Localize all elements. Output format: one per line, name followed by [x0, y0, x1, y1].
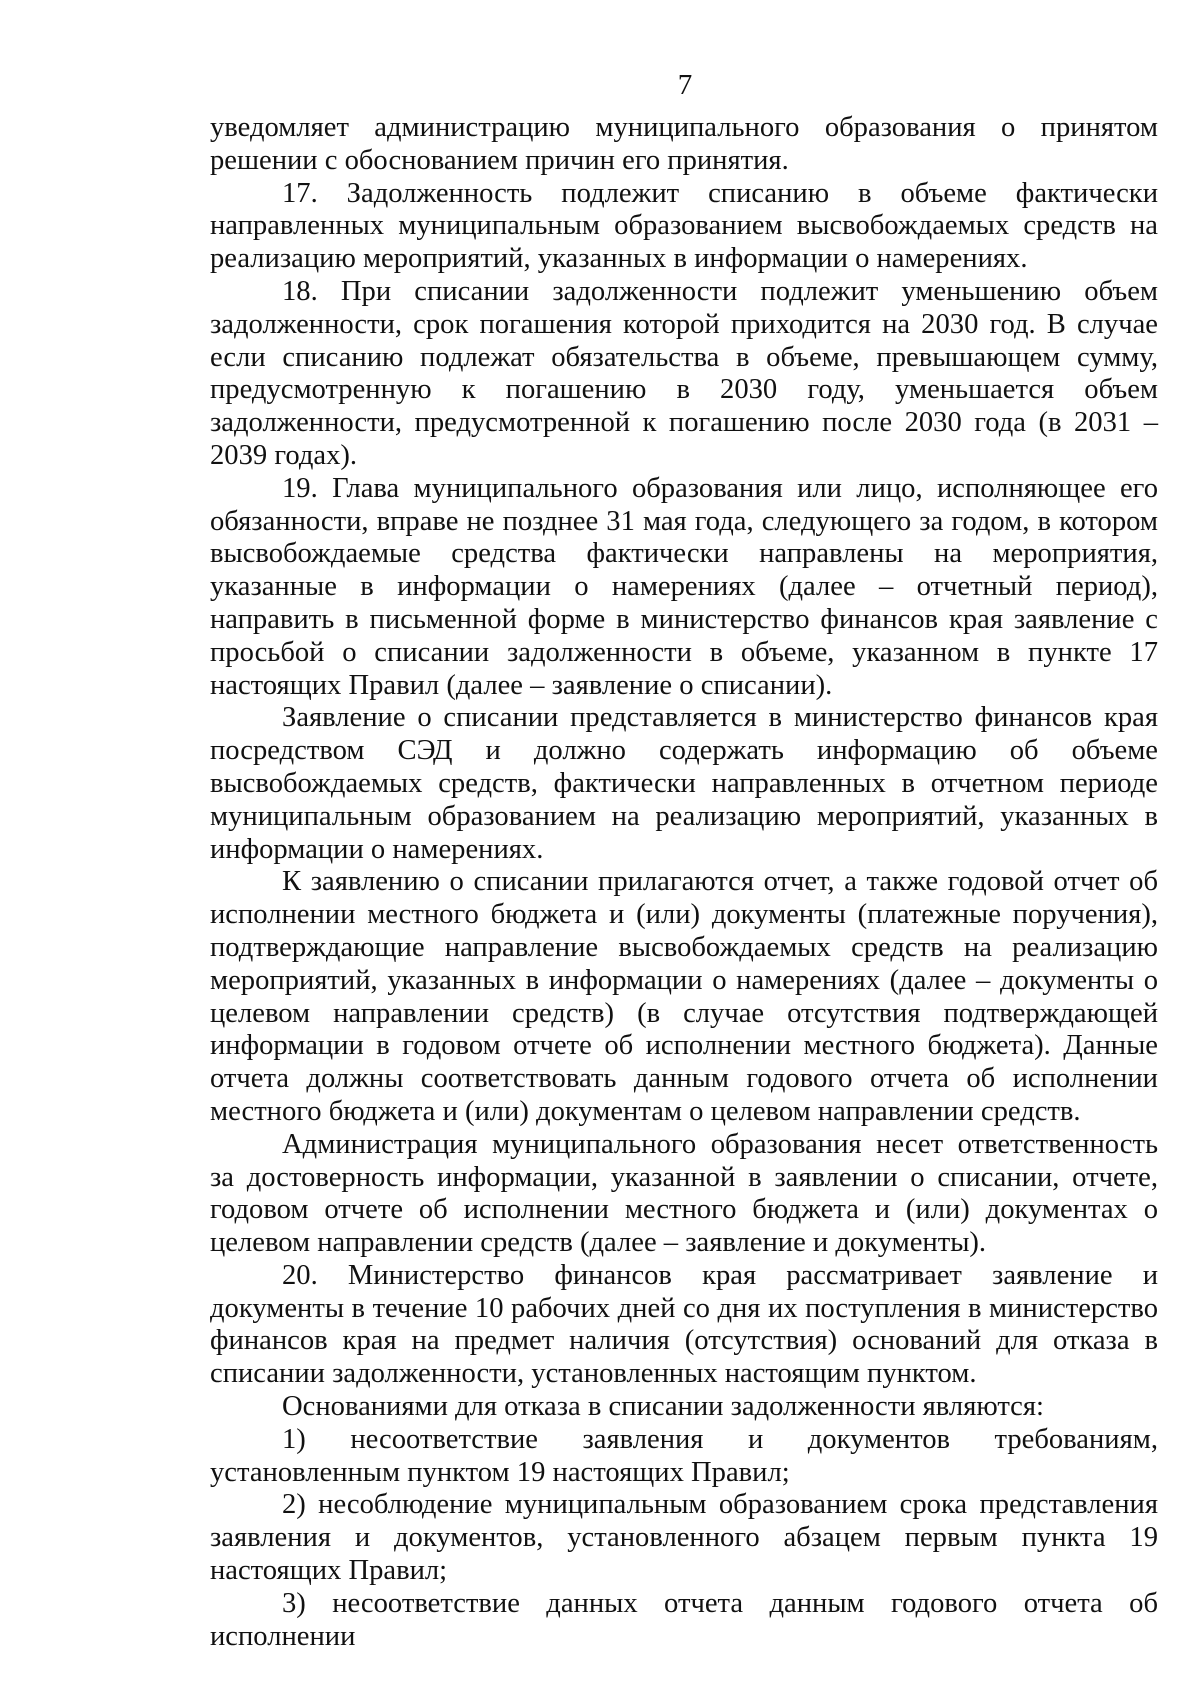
paragraph-attachments: К заявлению о списании прилагаются отчет, а также годовой отчет об исполнении местного бюджета и (или) документы (платежные поручения), подтверждающие направление высвобождаемых средств на реализацию мероприятий, указанных в информации о намерениях (далее – документы о целевом направлении средств) (в случае отсутствия подтверждающей информации в годовом отчете об исполнении местного бюджета). Данные отчета должны соответствовать данным годового отчета об исполнении местного бюджета и (или) документам о целевом направлении средств.	[210, 866, 1158, 1127]
paragraph-application-submission: Заявление о списании представляется в министерство финансов края посредством СЭД и должно содержать информацию об объеме высвобождаемых средств, фактически направленных в отчетном периоде муниципальным образованием на реализацию мероприятий, указанных в информации о намерениях.	[210, 702, 1158, 865]
list-item-ground-1: 1) несоответствие заявления и документов требованиям, установленным пунктом 19 настоящих Правил;	[210, 1423, 1158, 1488]
page-number: 7	[677, 69, 693, 101]
list-item-ground-2: 2) несоблюдение муниципальным образованием срока представления заявления и документов, установленного абзацем первым пункта 19 настоящих Правил;	[210, 1489, 1158, 1587]
paragraph-refusal-grounds: Основаниями для отказа в списании задолженности являются:	[282, 1391, 1044, 1423]
paragraph-item-20: 20. Министерство финансов края рассматривает заявление и документы в течение 10 рабочих дней со дня их поступления в министерство финансов края на предмет наличия (отсутствия) оснований для отказа в списании задолженности, установленных настоящим пунктом.	[210, 1259, 1158, 1390]
paragraph-continuation: уведомляет администрацию муниципального образования о принятом решении с обоснованием причин его принятия.	[210, 112, 1158, 176]
paragraph-item-18: 18. При списании задолженности подлежит уменьшению объем задолженности, срок погашения которой приходится на 2030 год. В случае если списанию подлежат обязательства в объеме, превышающем сумму, предусмотренную к погашению в 2030 году, уменьшается объем задолженности, предусмотренной к погашению после 2030 года (в 2031 – 2039 годах).	[210, 275, 1158, 471]
paragraph-item-19: 19. Глава муниципального образования или лицо, исполняющее его обязанности, вправе не позднее 31 мая года, следующего за годом, в котором высвобождаемые средства фактически направлены на мероприятия, указанные в информации о намерениях (далее – отчетный период), направить в письменной форме в министерство финансов края заявление с просьбой о списании задолженности в объеме, указанном в пункте 17 настоящих Правил (далее – заявление о списании).	[210, 472, 1158, 701]
list-item-ground-3: 3) несоответствие данных отчета данным годового отчета об исполнении	[210, 1587, 1158, 1652]
paragraph-responsibility: Администрация муниципального образования несет ответственность за достоверность информации, указанной в заявлении о списании, отчете, годовом отчете об исполнении местного бюджета и (или) документах о целевом направлении средств (далее – заявление и документы).	[210, 1128, 1158, 1259]
document-body	[210, 112, 1158, 1653]
paragraph-item-17: 17. Задолженность подлежит списанию в объеме фактически направленных муниципальным образованием высвобождаемых средств на реализацию мероприятий, указанных в информации о намерениях.	[210, 177, 1158, 275]
